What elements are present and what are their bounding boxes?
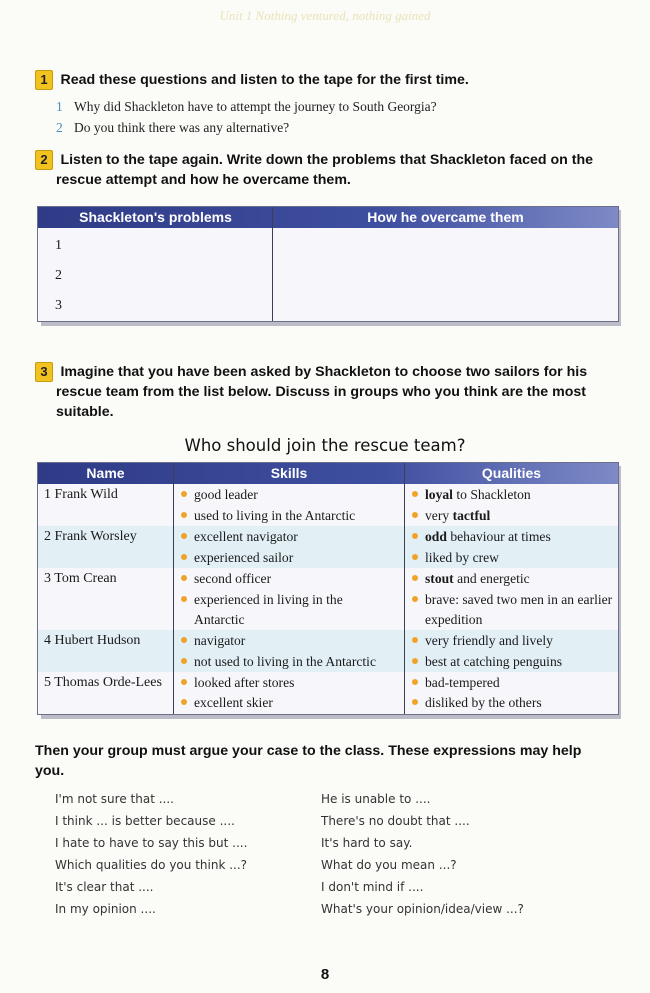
skill-item: experienced in living in the <box>181 590 343 611</box>
expression: I don't mind if .... <box>321 880 424 894</box>
quality-item-cont: expedition <box>425 612 483 627</box>
skill-item: looked after stores <box>181 673 294 694</box>
bullet-icon <box>412 491 418 497</box>
quality-item: best at catching penguins <box>412 652 562 673</box>
quality-item: disliked by the others <box>412 693 542 714</box>
bullet-icon <box>181 491 187 497</box>
bullet-icon <box>412 533 418 539</box>
quality-item: very tactful <box>412 506 490 527</box>
task-instruction-cont: rescue attempt and how he overcame them. <box>56 172 351 188</box>
bullet-icon <box>181 575 187 581</box>
column-divider <box>404 463 405 714</box>
bullet-icon <box>181 533 187 539</box>
header-overcame: How he overcame them <box>367 209 524 225</box>
quality-item: stout and energetic <box>412 569 530 590</box>
bullet-icon <box>412 658 418 664</box>
question-2 <box>56 120 289 136</box>
bullet-icon <box>412 637 418 643</box>
bullet-icon <box>412 596 418 602</box>
skill-item: excellent skier <box>181 693 273 714</box>
header-qualities: Qualities <box>481 465 542 481</box>
expression: What do you mean ...? <box>321 858 457 872</box>
question-text: Why did Shackleton have to attempt the journey to South Georgia? <box>74 99 437 114</box>
sailor-name: 3 Tom Crean <box>44 571 117 586</box>
expression: There's no doubt that .... <box>321 814 470 828</box>
quality-item: very friendly and lively <box>412 631 553 652</box>
task-instruction: Read these questions and listen to the tape for the first time. <box>60 72 469 88</box>
bullet-icon <box>181 554 187 560</box>
bullet-icon <box>412 679 418 685</box>
expression: He is unable to .... <box>321 792 431 806</box>
bullet-icon <box>412 512 418 518</box>
argue-instruction: Then your group must argue your case to the class. These expressions may help <box>35 743 582 759</box>
bullet-icon <box>412 699 418 705</box>
skill-item: not used to living in the Antarctic <box>181 652 376 673</box>
row-number: 2 <box>55 268 62 283</box>
task-3 <box>35 362 625 382</box>
header-name: Name <box>86 465 125 481</box>
question-text: Do you think there was any alternative? <box>74 120 290 135</box>
bullet-icon <box>181 679 187 685</box>
bullet-icon <box>181 699 187 705</box>
task-instruction-cont: suitable. <box>56 404 114 420</box>
bullet-icon <box>412 575 418 581</box>
quality-item: bad-tempered <box>412 673 500 694</box>
expression: What's your opinion/idea/view ...? <box>321 902 524 916</box>
bullet-icon <box>181 658 187 664</box>
expression: It's hard to say. <box>321 836 413 850</box>
task-instruction: Imagine that you have been asked by Shackleton to choose two sailors for his <box>60 364 588 380</box>
skill-item: experienced sailor <box>181 548 293 569</box>
bullet-icon <box>181 637 187 643</box>
expression: I'm not sure that .... <box>55 792 174 806</box>
header-skills: Skills <box>270 465 308 481</box>
expression: In my opinion .... <box>55 902 156 916</box>
task-1 <box>35 70 469 90</box>
column-divider <box>272 207 273 321</box>
row-number: 3 <box>55 298 62 313</box>
question-1 <box>56 99 437 115</box>
task-instruction: Listen to the tape again. Write down the problems that Shackleton faced on the <box>60 152 594 168</box>
page-number: 8 <box>320 966 330 983</box>
bullet-icon <box>181 596 187 602</box>
question-number: 2 <box>56 120 63 135</box>
expression: Which qualities do you think ...? <box>55 858 248 872</box>
skill-item: good leader <box>181 485 258 506</box>
running-head: Unit 1 Nothing ventured, nothing gained <box>219 8 431 23</box>
problems-table <box>37 206 619 322</box>
quality-item: loyal to Shackleton <box>412 485 531 506</box>
sailor-name: 4 Hubert Hudson <box>44 633 141 648</box>
task-instruction-cont: rescue team from the list below. Discuss in groups who you think are the most <box>56 384 587 400</box>
skill-item: excellent navigator <box>181 527 298 548</box>
skill-item: navigator <box>181 631 245 652</box>
table-caption: Who should join the rescue team? <box>184 436 466 455</box>
skill-item: used to living in the Antarctic <box>181 506 355 527</box>
sailor-name: 1 Frank Wild <box>44 487 118 502</box>
expression: It's clear that .... <box>55 880 154 894</box>
quality-item: liked by crew <box>412 548 499 569</box>
expression: I hate to have to say this but .... <box>55 836 248 850</box>
sailor-name: 2 Frank Worsley <box>44 529 137 544</box>
bullet-icon <box>181 512 187 518</box>
skill-item: second officer <box>181 569 271 590</box>
task-number: 1 <box>35 70 53 90</box>
question-number: 1 <box>56 99 63 114</box>
sailor-name: 5 Thomas Orde-Lees <box>44 675 162 690</box>
argue-instruction-cont: you. <box>35 763 65 779</box>
expression: I think ... is better because .... <box>55 814 235 828</box>
task-number: 3 <box>35 362 53 382</box>
task-2 <box>35 150 625 170</box>
task-number: 2 <box>35 150 53 170</box>
quality-item: brave: saved two men in an earlier <box>412 590 612 611</box>
rescue-team-table <box>37 462 619 715</box>
bullet-icon <box>412 554 418 560</box>
quality-item: odd behaviour at times <box>412 527 551 548</box>
header-problems: Shackleton's problems <box>79 209 232 225</box>
skill-item-cont: Antarctic <box>194 612 245 627</box>
column-divider <box>173 463 174 714</box>
row-number: 1 <box>55 238 62 253</box>
